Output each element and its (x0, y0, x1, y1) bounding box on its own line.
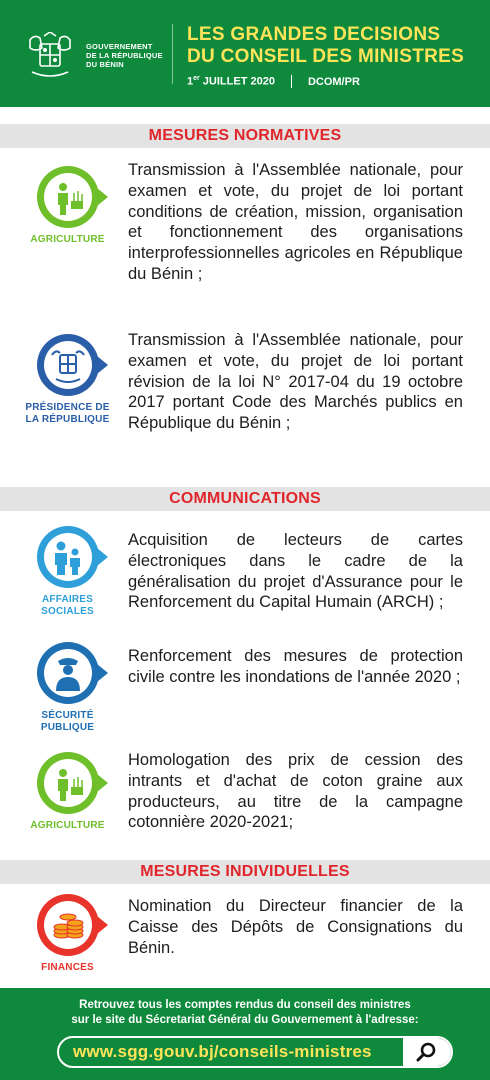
website-url[interactable]: www.sgg.gouv.bj/conseils-ministres (73, 1042, 372, 1061)
category-badge (20, 752, 115, 832)
category-icon-circle (37, 334, 99, 396)
farmer-icon (44, 173, 92, 221)
gov-line-1: GOUVERNEMENT (86, 42, 153, 51)
source-label: DCOM/PR (307, 75, 360, 88)
title-line-2: DU CONSEIL DES MINISTRES (187, 46, 465, 67)
footer-text (0, 998, 490, 1028)
category-label: AGRICULTURE (30, 234, 105, 245)
decision-text: Nomination du Directeur financier de la Caisse des Dépôts de Consignations du Bénin. (128, 897, 463, 957)
section-header-individuelles (0, 860, 490, 884)
website-link[interactable] (57, 1036, 453, 1068)
family-icon (44, 533, 92, 581)
category-badge (20, 334, 115, 426)
category-badge (20, 894, 115, 974)
category-badge (20, 526, 115, 618)
category-icon-circle (37, 752, 99, 814)
meta-separator (291, 75, 292, 88)
category-icon-circle (37, 894, 99, 956)
category-badge (20, 642, 115, 734)
header-divider (172, 24, 173, 84)
government-label (86, 42, 163, 69)
title-line-1: LES GRANDES DECISIONS (187, 24, 441, 45)
footer-banner (0, 988, 490, 1080)
gov-line-3: DU BÉNIN (86, 60, 124, 69)
coins-icon (44, 901, 92, 949)
gov-line-2: DE LA RÉPUBLIQUE (86, 51, 163, 60)
footer-line-2: sur le site du Sécretariat Général du Gouvernement à l'adresse: (71, 1014, 419, 1026)
section-header-normatives (0, 124, 490, 148)
category-badge (20, 166, 115, 246)
presidency-crest-icon (44, 341, 92, 389)
category-label: SÉCURITÉ PUBLIQUE (40, 710, 95, 733)
category-icon-circle (37, 166, 99, 228)
decision-text: Transmission à l'Assemblée nationale, pour examen et vote, du projet de loi portant conditions de création, mission, organisation et fonctionnement des organisations interprofessionnelles agricoles en République du Bénin ; (128, 161, 463, 283)
date-label: 1er JUILLET 2020 (187, 75, 275, 88)
category-icon-circle (37, 526, 99, 588)
decision-text: Acquisition de lecteurs de cartes électroniques dans le cadre de la généralisation du projet d'Assurance pour le Renforcement du Capital Humain (ARCH) ; (128, 531, 463, 612)
decision-text: Homologation des prix de cession des intrants et d'achat de coton graine aux producteurs, au titre de la campagne cotonnière 2020-2021; (128, 751, 463, 832)
category-icon-circle (37, 642, 99, 704)
police-officer-icon (44, 649, 92, 697)
category-label: FINANCES (41, 962, 94, 973)
farmer-icon (44, 759, 92, 807)
page-title (187, 24, 464, 68)
decision-text: Transmission à l'Assemblée nationale, pour examen et vote, du projet de loi portant révision de la loi N° 2017-04 du 19 octobre 2017 portant Code des Marchés publics en République du Bénin ; (128, 331, 463, 433)
benin-coat-of-arms-icon (24, 32, 76, 80)
section-title: MESURES NORMATIVES (148, 127, 342, 144)
category-label: PRÉSIDENCE DE LA RÉPUBLIQUE (25, 402, 110, 425)
section-header-communications (0, 487, 490, 511)
decision-text: Renforcement des mesures de protection civile contre les inondations de l'année 2020 ; (128, 647, 463, 686)
search-icon (416, 1042, 438, 1062)
category-label: AFFAIRES SOCIALES (41, 594, 94, 617)
category-label: AGRICULTURE (30, 820, 105, 831)
search-button[interactable] (403, 1038, 451, 1066)
section-title: MESURES INDIVIDUELLES (140, 863, 350, 880)
footer-line-1: Retrouvez tous les comptes rendus du conseil des ministres (79, 999, 411, 1011)
header-meta (187, 75, 360, 88)
header-banner (0, 0, 490, 107)
section-title: COMMUNICATIONS (169, 490, 321, 507)
